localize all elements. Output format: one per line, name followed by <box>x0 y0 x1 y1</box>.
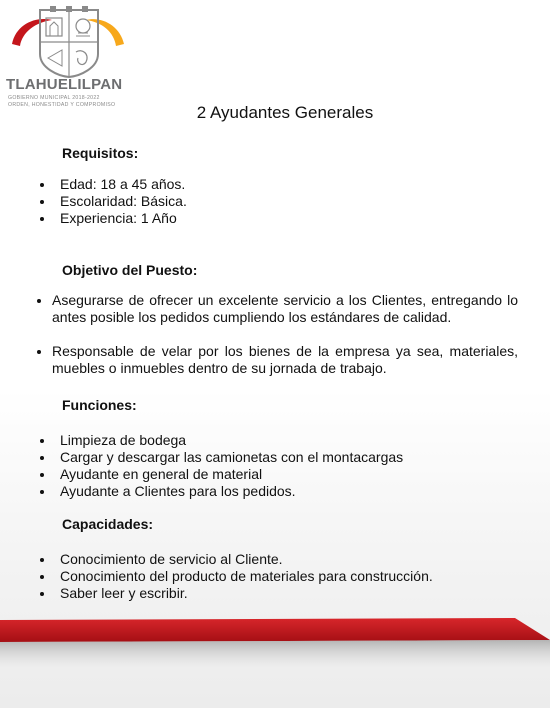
list-item: Saber leer y escribir. <box>60 585 188 601</box>
logo-name: TLAHUELILPAN <box>6 76 123 93</box>
bullet-icon <box>40 183 44 187</box>
bullet-icon <box>40 558 44 562</box>
section-heading-requisitos: Requisitos: <box>62 145 139 161</box>
bullet-icon <box>40 439 44 443</box>
list-item: Limpieza de bodega <box>60 432 187 448</box>
list-item: Edad: 18 a 45 años. <box>60 176 186 192</box>
footer-decorative-band <box>0 610 550 670</box>
list-item: Responsable de velar por los bienes de la empresa ya sea, materiales, muebles o inmuebles dentro de su jornada de trabajo. <box>52 343 518 376</box>
bullet-icon <box>40 456 44 460</box>
bullet-icon <box>40 200 44 204</box>
bullet-icon <box>40 592 44 596</box>
list-item: Cargar y descargar las camionetas con el montacargas <box>60 449 404 465</box>
page-title: 2 Ayudantes Generales <box>196 103 374 122</box>
list-item: Escolaridad: Básica. <box>60 193 187 209</box>
bullet-icon <box>40 217 44 221</box>
bullet-icon <box>40 473 44 477</box>
bullet-icon <box>40 575 44 579</box>
municipal-logo <box>6 6 126 78</box>
list-item: Ayudante a Clientes para los pedidos. <box>60 483 296 499</box>
logo-subtitle: GOBIERNO MUNICIPAL 2018-2022 <box>8 95 100 101</box>
bullet-icon <box>37 350 41 354</box>
list-item: Conocimiento de servicio al Cliente. <box>60 551 283 567</box>
bullet-icon <box>40 490 44 494</box>
logo-motto: ORDEN, HONESTIDAD Y COMPROMISO <box>8 102 116 108</box>
list-item: Conocimiento del producto de materiales para construcción. <box>60 568 433 584</box>
list-item: Ayudante en general de material <box>60 466 263 482</box>
bullet-icon <box>37 299 41 303</box>
section-heading-capacidades: Capacidades: <box>62 516 154 532</box>
section-heading-funciones: Funciones: <box>62 397 137 413</box>
list-item: Asegurarse de ofrecer un excelente servicio a los Clientes, entregando lo antes posible los pedidos cumpliendo los estándares de calidad. <box>52 292 518 325</box>
section-heading-objetivo: Objetivo del Puesto: <box>62 262 198 278</box>
list-item: Experiencia: 1 Año <box>60 210 177 226</box>
